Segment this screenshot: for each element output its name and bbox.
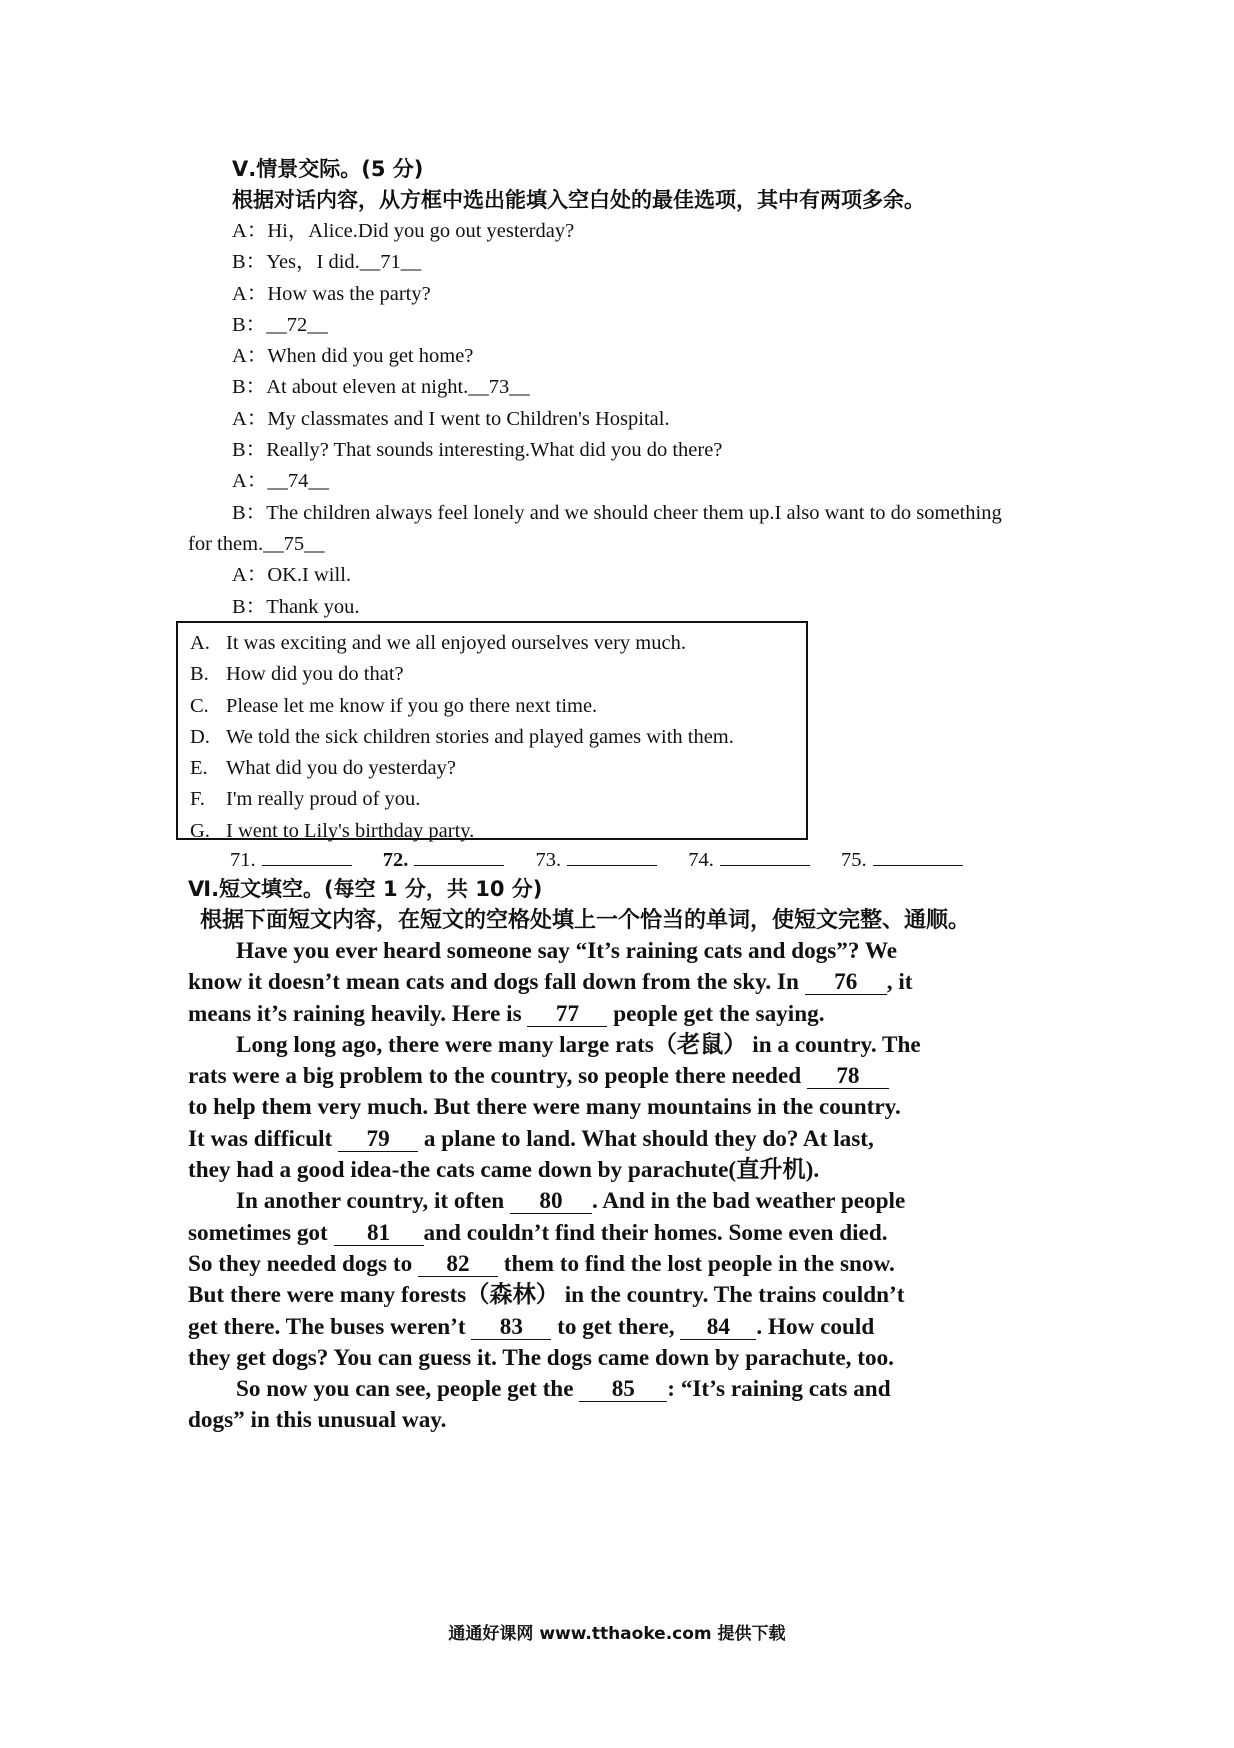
passage-text: know it doesn’t mean cats and dogs fall down from the sky. In (188, 969, 805, 996)
speaker-label: A： (232, 220, 268, 242)
passage-text: So now you can see, people get the (236, 1376, 580, 1403)
passage-line (188, 967, 1058, 998)
option-item (178, 659, 806, 690)
dialogue-text: Yes，I did.__71__ (266, 251, 422, 274)
passage-text: sometimes got (188, 1219, 334, 1246)
option-letter: F. (190, 788, 205, 811)
answer-slot[interactable] (841, 845, 963, 874)
passage-text: people get the saying. (607, 1000, 825, 1027)
speaker-label: B： (232, 501, 267, 524)
dialogue-text: The children always feel lonely and we should cheer them up.I also want to do something (266, 501, 1002, 524)
answer-line[interactable] (414, 845, 504, 866)
passage-line (188, 1405, 1058, 1436)
section-6-header (188, 874, 542, 905)
option-text: Please let me know if you go there next time. (226, 694, 598, 717)
option-text: What did you do yesterday? (226, 757, 456, 780)
passage (188, 936, 1058, 1437)
passage-text: Have you ever heard someone say “It’s raining cats and dogs”? We (236, 938, 898, 964)
dialogue-text: At about eleven at night.__73__ (266, 376, 530, 399)
dialogue-line (188, 529, 1058, 560)
dialogue-text: When did you get home? (267, 345, 474, 368)
passage-text: , it (886, 969, 913, 996)
passage-text: they get dogs? You can guess it. The dogs came down by parachute, too. (188, 1344, 894, 1371)
passage-line (188, 1030, 1058, 1061)
option-text: I went to Lily's birthday party. (226, 819, 475, 842)
passage-line (188, 1061, 1058, 1092)
answer-number: 75. (841, 849, 867, 871)
dialogue-text: Hi，Alice.Did you go out yesterday? (267, 220, 575, 242)
dialogue-line (188, 404, 1058, 435)
dialogue-line (188, 435, 1058, 466)
passage-text: rats were a big problem to the country, so people there needed (188, 1063, 807, 1090)
passage-text: . And in the bad weather people (591, 1188, 906, 1215)
blank-81[interactable]: 81 (334, 1221, 424, 1246)
answer-row (230, 845, 989, 874)
section-5-title: Ⅴ.情景交际。(5 分) (232, 157, 424, 181)
passage-line (188, 1155, 1058, 1186)
blank-84[interactable]: 84 (680, 1315, 756, 1340)
dialogue-line (188, 279, 1058, 310)
answer-line[interactable] (873, 845, 963, 866)
dialogue-line (188, 341, 1058, 372)
passage-line (188, 936, 1058, 967)
passage-text: It was difficult (188, 1125, 339, 1152)
speaker-label: B： (232, 595, 267, 618)
dialogue-text: Really? That sounds interesting.What did you do there? (266, 439, 723, 462)
dialogue-line (188, 498, 1058, 529)
dialogue-text: My classmates and I went to Children's Hospital. (267, 407, 670, 430)
blank-76[interactable]: 76 (805, 970, 887, 995)
passage-text: : “It’s raining cats and (667, 1376, 891, 1403)
dialogue (188, 216, 1058, 623)
option-item (178, 753, 806, 784)
section-6-instruction: 根据下面短文内容，在短文的空格处填上一个恰当的单词，使短文完整、通顺。 (200, 908, 971, 933)
speaker-label: A： (232, 345, 268, 368)
speaker-label: A： (232, 407, 268, 430)
passage-line (188, 1312, 1058, 1343)
section-5-header (232, 154, 925, 216)
answer-number: 71. (230, 849, 256, 871)
answer-line[interactable] (567, 845, 657, 866)
speaker-label: A： (232, 282, 268, 305)
passage-text: dogs” in this unusual way. (188, 1407, 447, 1434)
option-letter: G. (190, 819, 210, 842)
answer-slot[interactable] (688, 845, 810, 874)
dialogue-line (188, 310, 1058, 341)
passage-text: get there. The buses weren’t (188, 1313, 472, 1340)
answer-number: 72. (382, 849, 409, 871)
option-item (178, 628, 806, 659)
passage-line (188, 1092, 1058, 1123)
passage-text: to get there, (551, 1313, 681, 1340)
blank-85[interactable]: 85 (579, 1377, 667, 1402)
answer-slot[interactable] (536, 845, 658, 874)
passage-text: . How could (756, 1313, 875, 1340)
speaker-label: B： (232, 376, 267, 399)
passage-text: means it’s raining heavily. Here is (188, 1000, 528, 1027)
dialogue-text: for them.__75__ (188, 532, 325, 555)
passage-line (188, 1249, 1058, 1280)
passage-line (188, 1343, 1058, 1374)
passage-text: a plane to land. What should they do? At last, (418, 1125, 874, 1152)
dialogue-text: OK.I will. (267, 564, 352, 587)
passage-line (188, 1374, 1058, 1405)
passage-text: to help them very much. But there were many mountains in the country. (188, 1094, 901, 1121)
passage-text: Long long ago, there were many large rats（老鼠） in a country. The (236, 1031, 921, 1058)
answer-slot[interactable] (383, 845, 505, 874)
section-5-instruction: 根据对话内容，从方框中选出能填入空白处的最佳选项，其中有两项多余。 (232, 188, 925, 212)
dialogue-line (188, 592, 1058, 623)
dialogue-text: How was the party? (267, 282, 431, 305)
option-letter: E. (190, 757, 208, 780)
answer-line[interactable] (262, 845, 352, 866)
passage-text: and couldn’t find their homes. Some even died. (423, 1219, 888, 1246)
passage-text: In another country, it often (236, 1188, 510, 1215)
dialogue-text: __74__ (267, 470, 329, 493)
passage-line (188, 999, 1058, 1030)
blank-78[interactable]: 78 (807, 1064, 889, 1089)
dialogue-line (188, 247, 1058, 278)
blank-83[interactable]: 83 (471, 1315, 551, 1340)
speaker-label: B： (232, 439, 267, 462)
option-item (178, 722, 806, 753)
speaker-label: B： (232, 313, 267, 336)
speaker-label: A： (232, 470, 268, 493)
blank-80[interactable]: 80 (510, 1189, 592, 1214)
passage-line (188, 1280, 1058, 1311)
passage-line (188, 1218, 1058, 1249)
blank-77[interactable]: 77 (527, 1002, 607, 1027)
passage-line (188, 1186, 1058, 1217)
passage-text: them to find the lost people in the snow. (497, 1250, 895, 1277)
option-letter: A. (190, 632, 210, 654)
blank-79[interactable]: 79 (338, 1127, 418, 1152)
option-item (178, 784, 806, 815)
option-item (178, 816, 806, 847)
passage-text: But there were many forests（森林） in the country. The trains couldn’t (188, 1282, 905, 1309)
dialogue-text: Thank you. (266, 595, 360, 618)
option-letter: D. (190, 725, 210, 748)
passage-text: they had a good idea-the cats came down by parachute(直升机). (188, 1157, 820, 1184)
dialogue-line (188, 560, 1058, 591)
passage-text: So they needed dogs to (188, 1250, 418, 1277)
blank-82[interactable]: 82 (418, 1252, 498, 1277)
option-text: We told the sick children stories and played games with them. (226, 725, 734, 748)
option-text: It was exciting and we all enjoyed ourselves very much. (226, 632, 686, 654)
answer-slot[interactable] (230, 845, 352, 874)
dialogue-line (188, 466, 1058, 497)
answer-number: 73. (535, 849, 562, 871)
options-box (176, 621, 808, 840)
answer-line[interactable] (720, 845, 810, 866)
answer-number: 74. (688, 849, 714, 871)
dialogue-line (188, 372, 1058, 403)
option-text: I'm really proud of you. (226, 788, 421, 811)
option-letter: B. (190, 663, 209, 686)
option-item (178, 691, 806, 722)
passage-line (188, 1124, 1058, 1155)
option-letter: C. (190, 694, 209, 717)
footer-credit[interactable]: 通通好课网 www.tthaoke.com 提供下载 (448, 1624, 786, 1644)
dialogue-text: __72__ (266, 313, 328, 336)
section-6-title: Ⅵ.短文填空。(每空 1 分，共 10 分) (188, 877, 543, 901)
option-text: How did you do that? (226, 663, 404, 686)
dialogue-line (188, 216, 1058, 247)
speaker-label: B： (232, 251, 267, 274)
speaker-label: A： (232, 564, 268, 587)
